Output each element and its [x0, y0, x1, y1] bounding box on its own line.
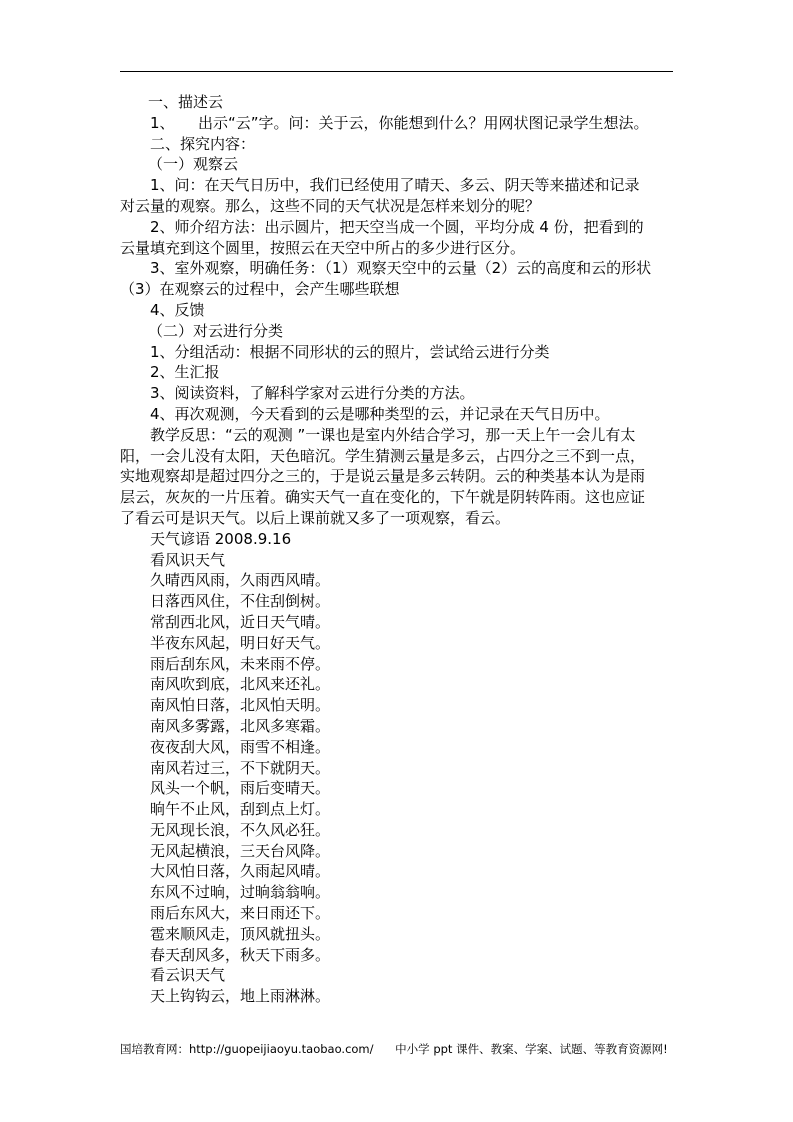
proverb-line: 南风吹到底，北风来还礼。: [150, 675, 331, 694]
proverb-line: 南风怕日落，北风怕天明。: [150, 696, 331, 715]
header-rule: [120, 71, 673, 72]
proverb-line: 大风怕日落，久雨起风晴。: [150, 862, 331, 881]
reflection-line-1: 教学反思：“云的观测 ”一课也是室内外结合学习，那一天上午一会儿有太: [150, 425, 636, 444]
proverb-line: 常刮西北风，近日天气晴。: [150, 612, 331, 631]
proverb-line: 久晴西风雨，久雨西风晴。: [150, 571, 331, 590]
proverb-line: 南风若过三，不下就阴天。: [150, 758, 331, 777]
observe-step-3-line-1: 3、室外观察，明确任务：（1）观察天空中的云量（2）云的高度和云的形状: [150, 259, 652, 278]
observe-step-1-line-2: 对云量的观察。那么，这些不同的天气状况是怎样来划分的呢？: [120, 196, 541, 215]
footer-site-link[interactable]: 国培教育网：http://guopeijiaoyu.taobao.com/: [120, 1042, 374, 1056]
item-show-character: [120, 113, 680, 134]
observe-step-3-line-2: （3）在观察云的过程中，会产生哪些联想: [120, 280, 400, 299]
reflection-line-2: 阳，一会儿没有太阳，天色暗沉。学生猜测云量是多云，占四分之三不到一点，: [120, 446, 646, 465]
subheading-classify-clouds: （二）对云进行分类: [148, 321, 284, 340]
proverb-line: 半夜东风起，明日好天气。: [150, 633, 331, 652]
cloud-proverbs-heading: 看云识天气: [150, 966, 226, 985]
heading-explore-content: 二、探究内容：: [150, 134, 256, 153]
reflection-line-5: 了看云可是识天气。以后上课前就又多了一项观察，看云。: [120, 508, 511, 527]
item-text: 出示“云”字。问：关于云，你能想到什么？用网状图记录学生想法。: [198, 113, 649, 132]
classify-step-2: 2、生汇报: [150, 363, 220, 382]
proverb-line: 雨后刮东风，未来雨不停。: [150, 654, 331, 673]
reflection-line-4: 层云，灰灰的一片压着。确实天气一直在变化的，下午就是阴转阵雨。这也应证: [120, 488, 646, 507]
classify-step-1: 1、分组活动：根据不同形状的云的照片，尝试给云进行分类: [150, 342, 550, 361]
item-number: 1、: [150, 113, 175, 132]
proverb-line: 无风起横浪，三天台风降。: [150, 841, 331, 860]
subheading-observe-clouds: （一）观察云: [148, 155, 239, 174]
proverb-line: 南风多雾露，北风多寒霜。: [150, 716, 331, 735]
proverb-line: 雹来顺风走，顶风就扭头。: [150, 924, 331, 943]
proverb-line: 日落西风住，不住刮倒树。: [150, 592, 331, 611]
reflection-line-3: 实地观察却是超过四分之三的，于是说云量是多云转阴。云的种类基本认为是雨: [120, 467, 646, 486]
wind-proverbs-heading: 看风识天气: [150, 550, 226, 569]
document-body: [120, 92, 680, 1007]
proverb-line: 夜夜刮大风，雨雪不相逢。: [150, 737, 331, 756]
observe-step-2-line-2: 云量填充到这个圆里，按照云在天空中所占的多少进行区分。: [120, 238, 526, 257]
proverb-line: 东风不过晌，过晌翁翁响。: [150, 883, 331, 902]
proverb-line: 晌午不止风，刮到点上灯。: [150, 800, 331, 819]
observe-step-4: 4、反馈: [150, 300, 205, 319]
classify-step-4: 4、再次观测，今天看到的云是哪种类型的云，并记录在天气日历中。: [150, 404, 610, 423]
proverb-line: 风头一个帆，雨后变晴天。: [150, 779, 331, 798]
proverb-line: 无风现长浪，不久风必狂。: [150, 820, 331, 839]
proverb-line: 雨后东风大，来日雨还下。: [150, 904, 331, 923]
proverbs-title: 天气谚语 2008.9.16: [150, 529, 292, 548]
classify-step-3: 3、阅读资料，了解科学家对云进行分类的方法。: [150, 384, 475, 403]
footer-slogan: 中小学 ppt 课件、教案、学案、试题、等教育资源网!: [395, 1042, 668, 1056]
heading-describe-clouds: 一、描述云: [148, 93, 224, 111]
proverb-line: 天上钩钩云，地上雨淋淋。: [150, 987, 331, 1006]
observe-step-1-line-1: 1、问：在天气日历中，我们已经使用了晴天、多云、阴天等来描述和记录: [150, 176, 640, 195]
page-footer: [120, 1041, 680, 1057]
observe-step-2-line-1: 2、师介绍方法：出示圆片，把天空当成一个圆，平均分成 4 份，把看到的: [150, 217, 644, 236]
proverb-line: 春天刮风多，秋天下雨多。: [150, 945, 331, 964]
